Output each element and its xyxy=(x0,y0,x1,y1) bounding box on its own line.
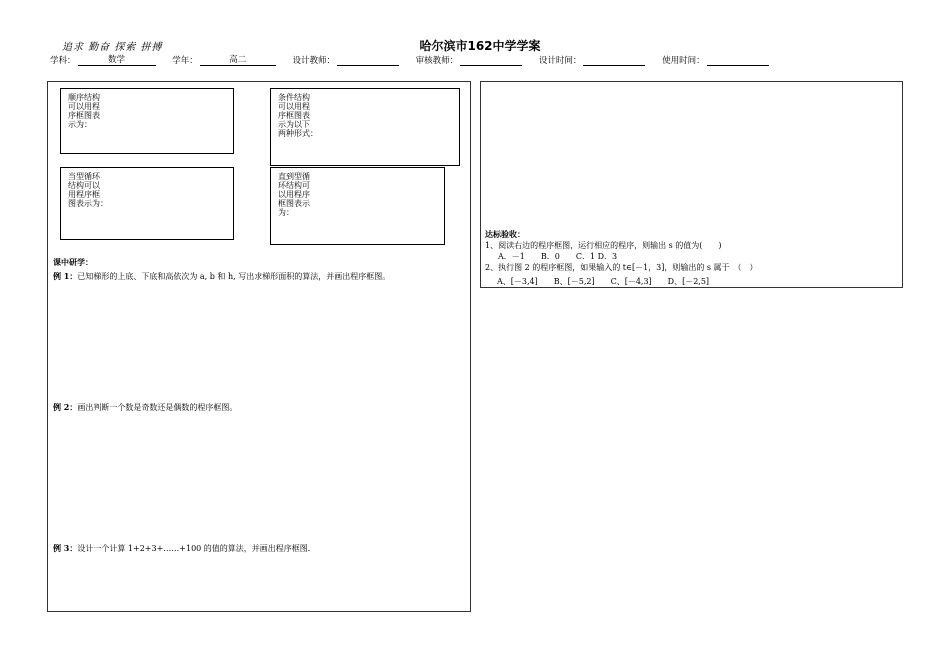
while-loop-text: 当型循环 结构可以 用程序框 图表示为： xyxy=(68,172,108,208)
subject-value: 数学 xyxy=(78,55,156,66)
reviewer-value xyxy=(460,55,522,66)
question-1: 1、阅读右边的程序框图，运行相应的程序，则输出 s 的值为( ) xyxy=(485,241,722,250)
study-section-title: 课中研学： xyxy=(53,257,93,267)
grade-label: 学年： xyxy=(172,56,198,66)
example-3-text: 设计一个计算 1+2+3+……+100 的值的算法，并画出程序框图. xyxy=(77,544,311,553)
use-time-label: 使用时间： xyxy=(662,56,705,66)
reviewer-label: 审核教师： xyxy=(415,56,459,66)
motto: 追求 勤奋 探索 拼搏 xyxy=(62,42,163,53)
check-section-title: 达标验收： xyxy=(485,229,525,239)
subject-label: 学科： xyxy=(50,56,76,66)
design-time-value xyxy=(583,55,645,66)
example-2 xyxy=(53,402,237,413)
designer-label: 设计教师： xyxy=(292,56,335,66)
example-1 xyxy=(53,271,390,282)
design-time-label: 设计时间： xyxy=(538,56,582,66)
sequence-structure-text: 顺序结构 可以用程 序框图表 示为： xyxy=(68,93,100,129)
condition-structure-box xyxy=(270,88,460,166)
question-1-options: A．－1 B．0 C．1 D．3 xyxy=(498,252,618,261)
example-1-text: 已知梯形的上底、下底和高依次为 a, b 和 h, 写出求梯形面积的算法，并画出程序框图。 xyxy=(77,272,391,281)
page-title: 哈尔滨市162中学学案 xyxy=(419,39,541,53)
designer-value xyxy=(337,55,399,66)
while-loop-box xyxy=(60,167,234,240)
example-2-label: 例 2： xyxy=(53,402,78,412)
until-loop-text: 直到型循 环结构可 以用程序 框图表示 为： xyxy=(278,172,310,217)
until-loop-box xyxy=(270,167,445,245)
question-2: 2、执行图 2 的程序框图，如果输入的 t∈[－1，3]，则输出的 s 属于 （ ） xyxy=(485,263,758,272)
use-time-value xyxy=(707,55,769,66)
example-3 xyxy=(53,543,310,554)
example-3-label: 例 3： xyxy=(53,543,78,553)
sequence-structure-box xyxy=(60,88,234,154)
condition-structure-text: 条件结构 可以用程 序框图表 示为以下 两种形式： xyxy=(278,93,318,138)
example-2-text: 画出判断一个数是奇数还是偶数的程序框图。 xyxy=(77,403,238,412)
example-1-label: 例 1： xyxy=(53,271,78,281)
grade-value: 高二 xyxy=(200,55,276,66)
info-line xyxy=(50,54,910,66)
question-2-options: A、[－3,4] B、[－5,2] C、[－4,3] D、[－2,5] xyxy=(497,277,710,286)
